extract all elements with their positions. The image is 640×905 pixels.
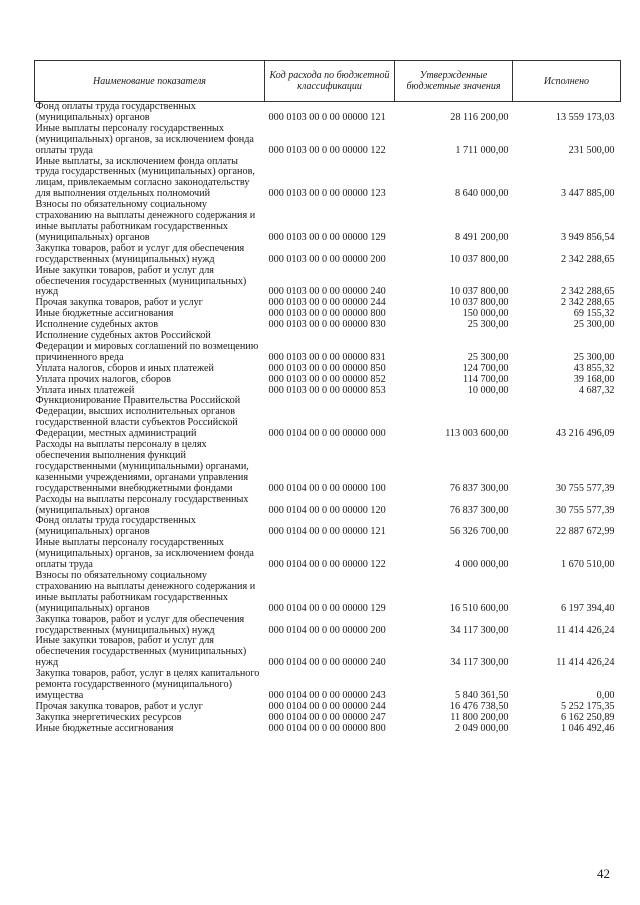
table-row: [35, 538, 621, 571]
row-executed: 231 500,00: [568, 144, 615, 156]
row-name: Иные закупки товаров, работ и услуг для обеспечения государственных (муниципальных) нужд: [35, 635, 247, 669]
row-code: 000 0104 00 0 00 00000 244: [268, 700, 386, 712]
row-code: 000 0104 00 0 00 00000 120: [268, 504, 386, 516]
row-approved: 16 510 600,00: [449, 602, 509, 614]
row-executed: 30 755 577,39: [555, 482, 615, 494]
row-name: Иные выплаты персоналу государственных (муниципальных) органов, за исключением фонда оплаты труда: [35, 122, 254, 156]
row-code: 000 0104 00 0 00 00000 122: [268, 559, 386, 571]
table-row: [35, 102, 621, 124]
row-approved: 25 300,00: [467, 351, 509, 363]
row-approved: 114 700,00: [463, 373, 509, 385]
table-row: [35, 396, 621, 440]
row-code: 000 0103 00 0 00 00000 852: [268, 373, 386, 385]
row-approved: 28 116 200,00: [450, 111, 509, 123]
row-name: Закупка товаров, работ и услуг для обеспечения государственных (муниципальных) нужд: [35, 613, 245, 636]
row-approved: 10 037 800,00: [449, 297, 509, 309]
row-code: 000 0104 00 0 00 00000 247: [268, 711, 386, 723]
row-name: Взносы по обязательному социальному страхованию на выплаты денежного содержания и иные выплаты работникам государственных (муниципальных) органов: [35, 199, 256, 243]
row-approved: 8 640 000,00: [455, 188, 509, 200]
table-row: [35, 669, 621, 702]
row-code: 000 0104 00 0 00 00000 243: [268, 689, 386, 701]
row-name: Иные закупки товаров, работ и услуг для обеспечения государственных (муниципальных) нужд: [35, 264, 247, 298]
row-approved: 25 300,00: [467, 319, 509, 331]
budget-execution-table: [34, 60, 621, 735]
row-name: Взносы по обязательному социальному страхованию на выплаты денежного содержания и иные выплаты работникам государственных (муниципальных) органов: [35, 569, 256, 614]
row-executed: 22 887 672,99: [555, 526, 615, 538]
row-executed: 6 197 394,40: [561, 602, 615, 614]
row-name: Функционирование Правительства Российской Федерации, высших исполнительных органов государственной власти субъектов Российской Федерации, местных администраций: [35, 395, 241, 440]
table-row: [35, 157, 621, 201]
row-approved: 150 000,00: [462, 308, 509, 320]
row-code: 000 0103 00 0 00 00000 122: [268, 144, 386, 156]
row-code: 000 0104 00 0 00 00000 100: [268, 482, 386, 494]
row-executed: 43 855,32: [573, 362, 615, 374]
row-approved: 10 037 800,00: [449, 286, 509, 298]
row-executed: 69 155,32: [573, 308, 615, 320]
row-executed: 30 755 577,39: [555, 504, 615, 516]
row-code: 000 0103 00 0 00 00000 831: [268, 351, 386, 363]
row-executed: 2 342 288,65: [561, 297, 615, 309]
table-row: [35, 571, 621, 615]
row-name: Иные выплаты персоналу государственных (муниципальных) органов, за исключением фонда оплаты труда: [35, 537, 254, 571]
row-approved: 56 326 700,00: [449, 526, 509, 538]
row-name: Закупка энергетических ресурсов: [35, 711, 182, 723]
row-approved: 34 117 300,00: [450, 657, 509, 669]
header-executed: Исполнено: [513, 61, 621, 102]
table-row: [35, 440, 621, 495]
row-code: 000 0103 00 0 00 00000 830: [268, 319, 386, 331]
table-row: [35, 200, 621, 244]
table-row: [35, 331, 621, 364]
row-code: 000 0103 00 0 00 00000 200: [268, 253, 386, 265]
row-approved: 4 000 000,00: [455, 559, 509, 571]
row-name: Иные бюджетные ассигнования: [35, 308, 174, 320]
row-code: 000 0103 00 0 00 00000 129: [268, 231, 386, 243]
header-code: Код расхода по бюджетной классификации: [265, 61, 395, 102]
row-approved: 10 037 800,00: [449, 253, 509, 265]
table-row: [35, 615, 621, 637]
row-approved: 2 049 000,00: [455, 722, 509, 734]
table-row: [35, 495, 621, 517]
row-code: 000 0103 00 0 00 00000 244: [268, 297, 386, 309]
row-name: Закупка товаров, работ и услуг для обеспечения государственных (муниципальных) нужд: [35, 242, 245, 265]
row-executed: 25 300,00: [573, 351, 615, 363]
row-approved: 124 700,00: [462, 362, 509, 374]
header-name: Наименование показателя: [35, 61, 265, 102]
row-approved: 76 837 300,00: [449, 482, 509, 494]
row-approved: 16 476 738,50: [449, 700, 509, 712]
row-executed: 6 162 250,89: [561, 711, 615, 723]
table-body: [35, 102, 621, 735]
table-header: [35, 61, 621, 102]
row-executed: 11 414 426,24: [556, 657, 615, 669]
row-executed: 5 252 175,35: [561, 700, 615, 712]
row-name: Иные бюджетные ассигнования: [35, 722, 174, 734]
row-code: 000 0103 00 0 00 00000 121: [268, 111, 386, 123]
row-executed: 0,00: [596, 689, 615, 701]
row-name: Уплата налогов, сборов и иных платежей: [35, 362, 214, 374]
row-approved: 113 003 600,00: [445, 428, 509, 440]
table-row: [35, 266, 621, 299]
row-executed: 13 559 173,03: [555, 111, 615, 123]
row-code: 000 0103 00 0 00 00000 123: [268, 188, 386, 200]
row-approved: 5 840 361,50: [455, 689, 509, 701]
row-executed: 25 300,00: [573, 319, 615, 331]
header-approved: Утвержденные бюджетные значения: [395, 61, 513, 102]
row-name: Расходы на выплаты персоналу государственных (муниципальных) органов: [35, 493, 249, 516]
row-name: Уплата прочих налогов, сборов: [35, 373, 171, 385]
row-code: 000 0103 00 0 00 00000 800: [268, 308, 386, 320]
row-code: 000 0103 00 0 00 00000 853: [268, 384, 386, 396]
row-name: Уплата иных платежей: [35, 384, 135, 396]
row-name: Иные выплаты, за исключением фонда оплаты труда государственных (муниципальных) органов, лицам, привлекаемым согласно законодательству для выполнения отдельных полномочий: [35, 155, 255, 200]
table-row: [35, 244, 621, 266]
row-approved: 8 491 200,00: [455, 231, 509, 243]
row-code: 000 0103 00 0 00 00000 240: [268, 286, 386, 298]
row-name: Закупка товаров, работ, услуг в целях капитального ремонта государственного (муниципального) имущества: [35, 668, 260, 701]
row-code: 000 0104 00 0 00 00000 000: [268, 428, 386, 440]
row-name: Прочая закупка товаров, работ и услуг: [35, 700, 203, 712]
row-name: Исполнение судебных актов Российской Федерации и мировых соглашений по возмещению причиненного вреда: [35, 330, 259, 363]
row-code: 000 0104 00 0 00 00000 800: [268, 722, 386, 734]
row-executed: 11 414 426,24: [556, 624, 615, 636]
table-row: [35, 724, 621, 735]
row-name: Фонд оплаты труда государственных (муниципальных) органов: [35, 101, 196, 123]
row-executed: 3 447 885,00: [561, 188, 615, 200]
row-executed: 39 168,00: [573, 373, 615, 385]
row-executed: 2 342 288,65: [561, 253, 615, 265]
row-executed: 3 949 856,54: [561, 231, 615, 243]
row-approved: 10 000,00: [467, 384, 509, 396]
row-executed: 1 670 510,00: [561, 559, 615, 571]
row-executed: 2 342 288,65: [561, 286, 615, 298]
row-name: Исполнение судебных актов: [35, 319, 159, 331]
row-code: 000 0104 00 0 00 00000 200: [268, 624, 386, 636]
row-approved: 11 800 200,00: [450, 711, 509, 723]
row-executed: 4 687,32: [578, 384, 615, 396]
row-executed: 43 216 496,09: [555, 428, 615, 440]
table-row: [35, 124, 621, 157]
row-approved: 76 837 300,00: [449, 504, 509, 516]
row-executed: 1 046 492,46: [561, 722, 615, 734]
row-code: 000 0103 00 0 00 00000 850: [268, 362, 386, 374]
page-number: 42: [597, 866, 610, 881]
row-name: Прочая закупка товаров, работ и услуг: [35, 297, 203, 309]
row-approved: 34 117 300,00: [450, 624, 509, 636]
table-row: [35, 636, 621, 669]
row-name: Расходы на выплаты персоналу в целях обеспечения выполнения функций государственными (муниципальными) органами, казенными учреждениями, органами управления государственными внебюджетными фондами: [35, 439, 249, 494]
row-name: Фонд оплаты труда государственных (муниципальных) органов: [35, 515, 196, 538]
table-row: [35, 516, 621, 538]
row-code: 000 0104 00 0 00 00000 121: [268, 526, 386, 538]
table-row: [35, 375, 621, 386]
row-approved: 1 711 000,00: [455, 144, 509, 156]
row-code: 000 0104 00 0 00 00000 240: [268, 657, 386, 669]
row-code: 000 0104 00 0 00 00000 129: [268, 602, 386, 614]
